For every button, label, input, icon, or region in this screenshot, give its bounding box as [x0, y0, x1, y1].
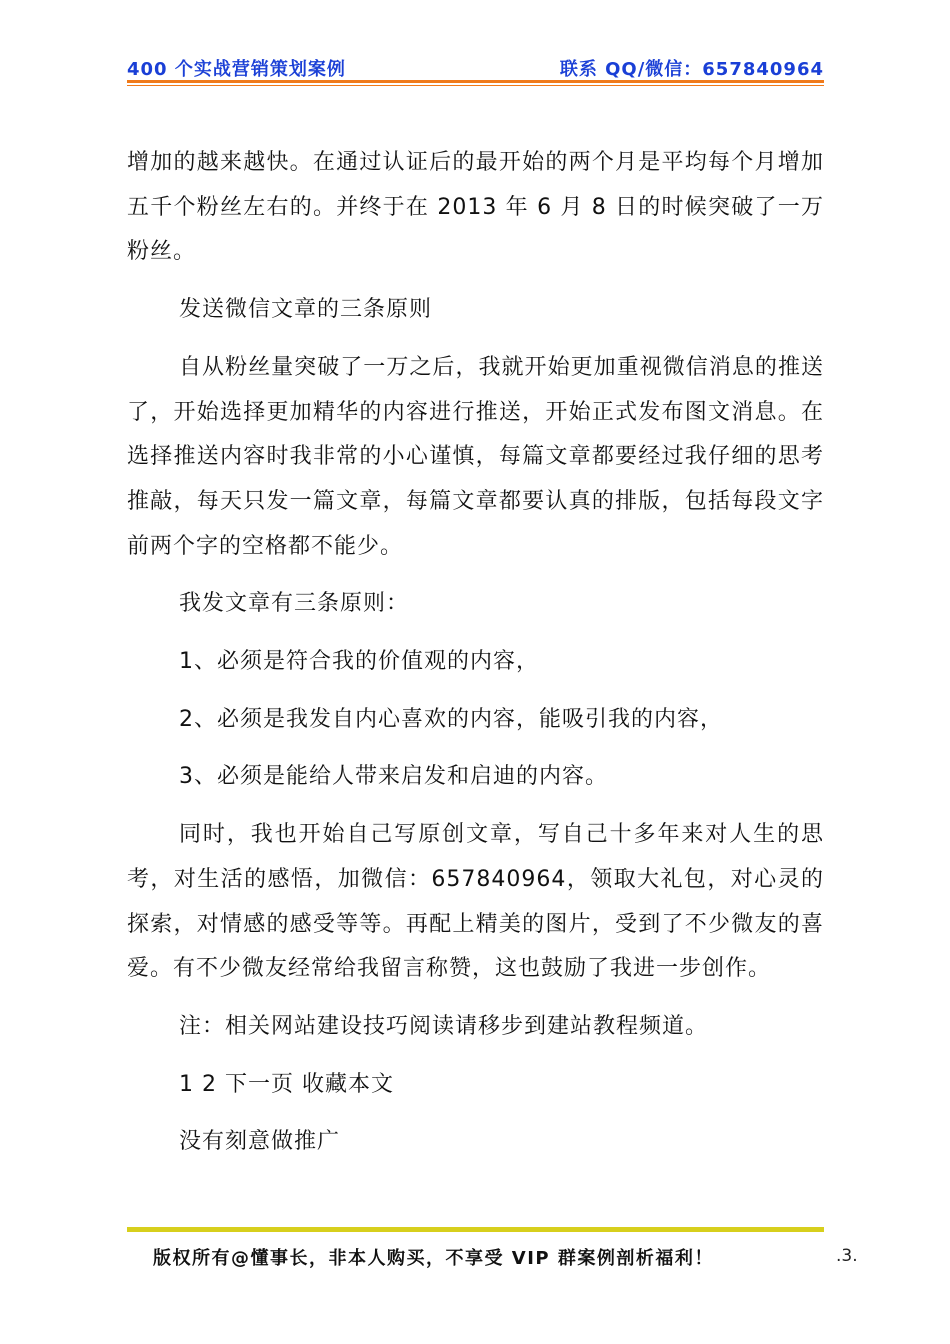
page-header — [127, 52, 824, 82]
footer-rule — [127, 1227, 824, 1232]
pagination-links: 1 2 下一页 收藏本文 — [179, 1071, 394, 1097]
list-item: 2、必须是我发自内心喜欢的内容，能吸引我的内容， — [179, 706, 723, 732]
section-heading: 发送微信文章的三条原则 — [179, 297, 433, 323]
footer-notice: 版权所有@懂事长，非本人购买，不享受 VIP 群案例剖析福利！ — [153, 1248, 714, 1269]
header-title: 400 个实战营销策划案例 — [127, 59, 346, 80]
paragraph: 增加的越来越快。在通过认证后的最开始的两个月是平均每个月增加五千个粉丝左右的。并终于在 2013 年 6 月 8 日的时候突破了一万粉丝。 — [127, 150, 824, 265]
header-rule-thin — [127, 85, 824, 86]
page-number: .3. — [836, 1246, 858, 1266]
paragraph: 同时，我也开始自己写原创文章，写自己十多年来对人生的思考，对生活的感悟，加微信：657840964，领取大礼包，对心灵的探索，对情感的感受等等。再配上精美的图片，受到了不少微友的喜爱。有不少微友经常给我留言称赞，这也鼓励了我进一步创作。 — [127, 822, 824, 982]
list-item: 1、必须是符合我的价值观的内容， — [179, 649, 539, 675]
header-rule — [127, 80, 824, 83]
section-heading: 没有刻意做推广 — [179, 1129, 341, 1155]
note: 注：相关网站建设技巧阅读请移步到建站教程频道。 — [179, 1013, 709, 1039]
list-item: 3、必须是能给人带来启发和启迪的内容。 — [179, 764, 608, 790]
paragraph: 我发文章有三条原则： — [179, 591, 410, 617]
header-contact: 联系 QQ/微信：657840964 — [559, 59, 824, 80]
paragraph: 自从粉丝量突破了一万之后，我就开始更加重视微信消息的推送了，开始选择更加精华的内容进行推送，开始正式发布图文消息。在选择推送内容时我非常的小心谨慎，每篇文章都要经过我仔细的思考推敲，每天只发一篇文章，每篇文章都要认真的排版，包括每段文字前两个字的空格都不能少。 — [127, 354, 824, 559]
document-body — [127, 141, 824, 1178]
